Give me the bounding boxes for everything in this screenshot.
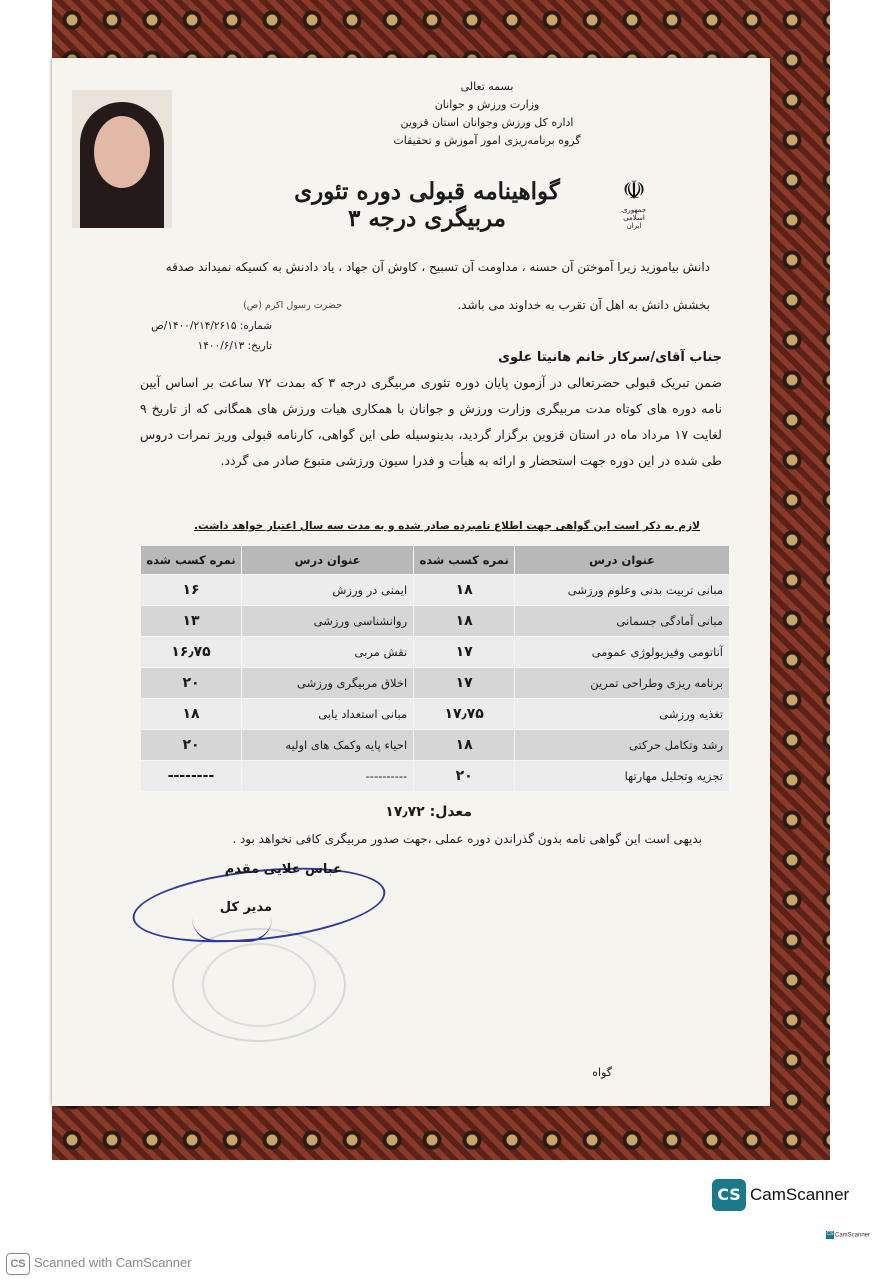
reference-date-value: ۱۴۰۰/۶/۱۳ xyxy=(197,340,245,352)
column-header: نمره کسب شده xyxy=(141,546,242,575)
course-name: رشد وتکامل حرکتی xyxy=(515,730,730,761)
course-score: ۱۷ xyxy=(414,668,515,699)
course-score: ۱۶ xyxy=(141,575,242,606)
course-name: برنامه ریزی وطراحی تمرین xyxy=(515,668,730,699)
copy-note: گواه xyxy=(592,1066,612,1079)
signatory-position: مدیر کل xyxy=(219,900,272,915)
course-name: اخلاق مربیگری ورزشی xyxy=(242,668,414,699)
average xyxy=(352,804,472,820)
course-name: تجزیه وتحلیل مهارتها xyxy=(515,761,730,792)
quote-line-2: بخشش دانش به اهل آن تقرب به خداوند می باشد. xyxy=(457,298,710,312)
letterhead xyxy=(352,78,622,150)
column-header: عنوان درس xyxy=(242,546,414,575)
reference-number xyxy=(72,320,272,332)
signatory-name: عباس علایی مقدم xyxy=(224,862,342,877)
course-score: ۱۸ xyxy=(414,606,515,637)
reference-number-value: ۱۴۰۰/۲۱۴/۲۶۱۵/ص xyxy=(151,320,237,332)
camscanner-small-mark: CS CamScanner xyxy=(826,1231,871,1239)
reference-date xyxy=(72,340,272,352)
table-row xyxy=(141,606,730,637)
course-name: ---------- xyxy=(242,761,414,792)
table-row xyxy=(141,575,730,606)
course-name: تغذیه ورزشی xyxy=(515,699,730,730)
letterhead-line-2: وزارت ورزش و جوانان xyxy=(434,98,540,111)
official-seal-inner xyxy=(202,943,316,1027)
emblem-icon: ☫ xyxy=(622,176,646,206)
course-score: ۲۰ xyxy=(141,668,242,699)
course-score: ۱۷٫۷۵ xyxy=(414,699,515,730)
emblem-caption: جمهوری اسلامی ایران xyxy=(621,206,647,230)
table-row xyxy=(141,637,730,668)
letterhead-line-3: اداره کل ورزش وجوانان استان قزوین xyxy=(400,116,574,129)
course-score: ۱۸ xyxy=(414,575,515,606)
camscanner-small-label: CamScanner xyxy=(835,1232,871,1239)
applicant-photo xyxy=(72,90,172,228)
quote-attribution: حضرت رسول اکرم (ص) xyxy=(243,300,342,311)
course-name: نقش مربی xyxy=(242,637,414,668)
course-score: ۱۸ xyxy=(414,730,515,761)
reference-number-label: شماره: xyxy=(239,320,272,332)
table-row xyxy=(141,668,730,699)
footnote: بدیهی است این گواهی نامه بدون گذراندن دوره عملی ،جهت صدور مربیگری کافی نخواهد بود . xyxy=(232,832,702,846)
course-score: ۱۸ xyxy=(141,699,242,730)
camscanner-logo-icon: CS xyxy=(712,1179,746,1211)
salutation: جناب آقای/سرکار خانم xyxy=(575,350,722,365)
reference-date-label: تاریخ: xyxy=(247,340,272,352)
course-name: آناتومی وفیزیولوژی عمومی xyxy=(515,637,730,668)
camscanner-footer-icon: CS xyxy=(6,1253,30,1275)
recipient-name: هانیتا علوی xyxy=(498,350,572,365)
course-score: ۱۶٫۷۵ xyxy=(141,637,242,668)
column-header: نمره کسب شده xyxy=(414,546,515,575)
table-header-row xyxy=(141,546,730,575)
course-name: ایمنی در ورزش xyxy=(242,575,414,606)
course-name: احیاء پایه وکمک های اولیه xyxy=(242,730,414,761)
column-header: عنوان درس xyxy=(515,546,730,575)
average-label: معدل: xyxy=(429,804,472,820)
camscanner-footer-text: Scanned with CamScanner xyxy=(34,1255,192,1270)
course-score: ۱۳ xyxy=(141,606,242,637)
camscanner-brand: CamScanner xyxy=(750,1185,850,1204)
course-score: ۱۷ xyxy=(414,637,515,668)
iran-emblem xyxy=(616,176,652,230)
letterhead-line-4: گروه برنامه‌ریزی امور آموزش و تحقیقات xyxy=(393,134,581,147)
table-row xyxy=(141,761,730,792)
certificate-title: گواهینامه قبولی دوره تئوری مربیگری درجه ۳ xyxy=(294,178,560,232)
validity-note: لازم به ذکر است این گواهی جهت اطلاع نامبرده صادر شده و به مدت سه سال اعتبار خواهد داشت. xyxy=(194,520,700,532)
course-score: -------- xyxy=(141,761,242,792)
letterhead-line-1: بسمه تعالی xyxy=(460,80,514,93)
course-score: ۲۰ xyxy=(414,761,515,792)
course-name: مبانی تربیت بدنی وعلوم ورزشی xyxy=(515,575,730,606)
table-row xyxy=(141,699,730,730)
course-score: ۲۰ xyxy=(141,730,242,761)
course-name: مبانی آمادگی جسمانی xyxy=(515,606,730,637)
certificate-paper xyxy=(52,58,770,1106)
average-value: ۱۷٫۷۲ xyxy=(385,804,425,820)
salutation-line xyxy=(352,350,722,365)
certificate-body: ضمن تبریک قبولی حضرتعالی در آزمون پایان دوره تئوری مربیگری درجه ۳ که بمدت ۷۲ ساعت بر اساس آیین نامه دوره های کوتاه مدت مربیگری وزارت ورزش و جوانان با همکاری هیات ورزش های همگانی که از تاریخ ۹ لغایت ۱۷ مرداد ماه در استان قزوین برگزار گردید، بدینوسیله طی این گواهی، کارنامه قبولی وریز نمرات دروس طی شده در این دوره جهت استحضار و ارائه به هیأت و فدرا سیون ورزشی متبوع صادر می گردد. xyxy=(140,375,723,468)
table-row xyxy=(141,730,730,761)
signature-flourish xyxy=(192,918,272,942)
course-name: مبانی استعداد یابی xyxy=(242,699,414,730)
quote-line-1: دانش بیاموزید زیرا آموختن آن حسنه ، مداومت آن تسبیح ، کاوش آن جهاد ، یاد دادنش به کسیکه نمیداند صدقه xyxy=(165,260,710,274)
grades-table xyxy=(140,545,730,792)
course-name: روانشناسی ورزشی xyxy=(242,606,414,637)
